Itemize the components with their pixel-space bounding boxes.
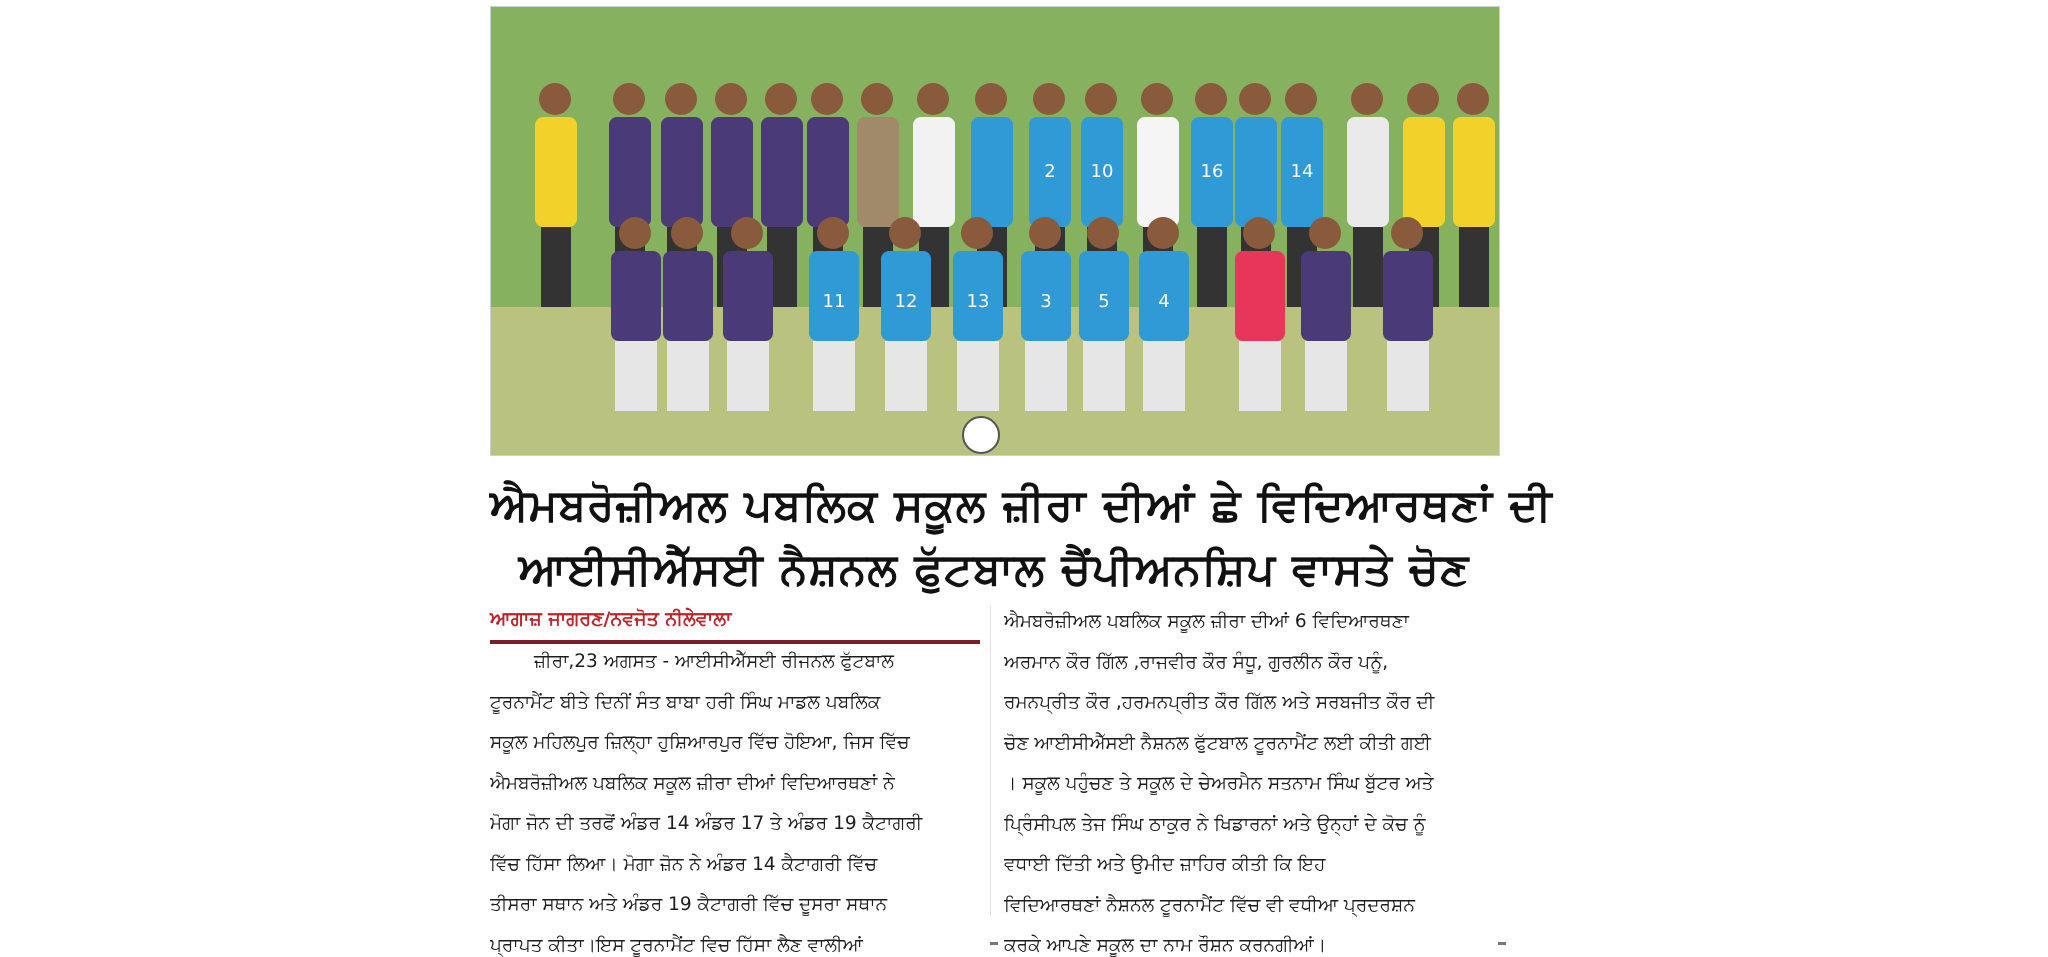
- player-shorts: [957, 341, 999, 411]
- article-line: ਪ੍ਰਾਪਤ ਕੀਤਾ।ਇਸ ਟੂਰਨਾਮੈਂਟ ਵਿਚ ਹਿੱਸਾ ਲੈਣ ਵਾਲੀਆਂ: [490, 934, 863, 956]
- player-shorts: [615, 341, 657, 411]
- player-head: [917, 83, 949, 115]
- player-head: [665, 83, 697, 115]
- article-line: । ਸਕੂਲ ਪਹੁੰਚਣ ਤੇ ਸਕੂਲ ਦੇ ਚੇਅਰਮੈਨ ਸਤਨਾਮ ਸਿੰਘ ਬੁੱਟਰ ਅਤੇ: [1004, 773, 1434, 794]
- player-head: [961, 217, 993, 249]
- player-head: [1239, 83, 1271, 115]
- byline: ਆਗਾਜ਼ ਜਾਗਰਣ/ਨਵਜੋਤ ਨੀਲੇਵਾਲਾ: [490, 608, 732, 630]
- football: [963, 417, 999, 453]
- player-head: [1033, 83, 1065, 115]
- player-head: [613, 83, 645, 115]
- player-standing: [1403, 117, 1445, 227]
- jersey-number: 12: [894, 291, 918, 312]
- article-line: ਜ਼ੀਰਾ,23 ਅਗਸਤ - ਆਈਸੀਐੱਸਈ ਰੀਜਨਲ ਫੁੱਟਬਾਲ: [534, 651, 894, 672]
- article-line: ਮੋਗਾ ਜੋਨ ਦੀ ਤਰਫੋਂ ਅੰਡਰ 14 ਅੰਡਰ 17 ਤੇ ਅੰਡਰ 19 ਕੈਟਾਗਰੀ: [490, 813, 923, 834]
- player-kneeling: [723, 251, 773, 341]
- player-shorts: [727, 341, 769, 411]
- jersey-number: 13: [966, 291, 990, 312]
- page-edge-mark: [990, 942, 998, 945]
- article-line: ਐਮਬਰੋਜ਼ੀਅਲ ਪਬਲਿਕ ਸਕੂਲ ਜ਼ੀਰਾ ਦੀਆਂ 6 ਵਿਦਿਆਰਥਣਾ: [1004, 611, 1409, 632]
- player-standing: [535, 117, 577, 227]
- player-head: [975, 83, 1007, 115]
- player-head: [539, 83, 571, 115]
- player-head: [1141, 83, 1173, 115]
- player-legs: [541, 227, 571, 307]
- player-shorts: [1143, 341, 1185, 411]
- player-legs: [1353, 227, 1383, 307]
- player-standing: [1453, 117, 1495, 227]
- article-line: ਟੂਰਨਾਮੈਂਟ ਬੀਤੇ ਦਿਨੀਂ ਸੰਤ ਬਾਬਾ ਹਰੀ ਸਿੰਘ ਮਾਡਲ ਪਬਲਿਕ: [490, 691, 881, 713]
- article-line: ਐਮਬਰੋਜ਼ੀਅਲ ਪਬਲਿਕ ਸਕੂਲ ਜ਼ੀਰਾ ਦੀਆਂ ਵਿਦਿਆਰਥਣਾਂ ਨੇ: [490, 772, 895, 794]
- team-photo: [490, 6, 1500, 456]
- player-head: [1391, 217, 1423, 249]
- player-shorts: [667, 341, 709, 411]
- player-head: [765, 83, 797, 115]
- headline-line-2: ਆਈਸੀਐੱਸਈ ਨੈਸ਼ਨਲ ਫੁੱਟਬਾਲ ਚੈਂਪੀਅਨਸ਼ਿਪ ਵਾਸਤੇ ਚੋਣ: [518, 544, 1470, 595]
- player-head: [619, 217, 651, 249]
- player-shorts: [1083, 341, 1125, 411]
- player-standing: [711, 117, 753, 227]
- player-head: [811, 83, 843, 115]
- player-head: [715, 83, 747, 115]
- player-kneeling: [1301, 251, 1351, 341]
- jersey-number: 4: [1158, 291, 1170, 312]
- player-head: [1029, 217, 1061, 249]
- article-column-left: [490, 642, 980, 957]
- player-standing: [1235, 117, 1277, 227]
- article-line: ਰਮਨਪ੍ਰੀਤ ਕੌਰ ,ਹਰਮਨਪ੍ਰੀਤ ਕੌਰ ਗਿੱਲ ਅਤੇ ਸਰਬਜੀਤ ਕੌਰ ਦੀ: [1004, 692, 1435, 713]
- player-kneeling: [663, 251, 713, 341]
- player-shorts: [885, 341, 927, 411]
- jersey-number: 2: [1044, 161, 1056, 182]
- article-line: ਤੀਸਰਾ ਸਥਾਨ ਅਤੇ ਅੰਡਰ 19 ਕੈਟਾਗਰੀ ਵਿੱਚ ਦੂਸਰਾ ਸਥਾਨ: [490, 894, 888, 915]
- player-standing: [807, 117, 849, 227]
- player-kneeling: [1235, 251, 1285, 341]
- player-head: [1457, 83, 1489, 115]
- player-head: [731, 217, 763, 249]
- player-head: [1085, 83, 1117, 115]
- article-line: ਸਕੂਲ ਮਹਿਲਪੁਰ ਜ਼ਿਲ੍ਹਾ ਹੁਸ਼ਿਆਰਪੁਰ ਵਿੱਚ ਹੋਇਆ, ਜਿਸ ਵਿੱਚ: [490, 732, 910, 753]
- jersey-number: 10: [1090, 161, 1114, 182]
- player-standing: [661, 117, 703, 227]
- article-line: ਚੋਣ ਆਈਸੀਐੱਸਈ ਨੈਸ਼ਨਲ ਫੁੱਟਬਾਲ ਟੂਰਨਾਮੈਂਟ ਲਈ ਕੀਤੀ ਗਈ: [1004, 732, 1431, 754]
- player-shorts: [1387, 341, 1429, 411]
- player-kneeling: [611, 251, 661, 341]
- player-head: [1147, 217, 1179, 249]
- jersey-number: 5: [1098, 291, 1110, 312]
- player-head: [1087, 217, 1119, 249]
- article-line: ਵਧਾਈ ਦਿੱਤੀ ਅਤੇ ਉਮੀਦ ਜ਼ਾਹਿਰ ਕੀਤੀ ਕਿ ਇਹ: [1004, 854, 1326, 875]
- player-shorts: [1025, 341, 1067, 411]
- player-head: [817, 217, 849, 249]
- player-standing: [609, 117, 651, 227]
- player-head: [1309, 217, 1341, 249]
- player-standing: [857, 117, 899, 227]
- player-legs: [1197, 227, 1227, 307]
- jersey-number: 11: [822, 291, 846, 312]
- article-line: ਵਿੱਚ ਹਿੱਸਾ ਲਿਆ। ਮੋਗਾ ਜ਼ੋਨ ਨੇ ਅੰਡਰ 14 ਕੈਟਾਗਰੀ ਵਿੱਚ: [490, 853, 878, 875]
- player-standing: [913, 117, 955, 227]
- page-edge-mark: [1498, 942, 1506, 945]
- article-line: ਕਰਕੇ ਆਪਣੇ ਸਕੂਲ ਦਾ ਨਾਮ ਰੌਸ਼ਨ ਕਰਨਗੀਆਂ।: [1004, 935, 1327, 956]
- column-divider: [990, 606, 991, 916]
- article-line: ਵਿਦਿਆਰਥਣਾਂ ਨੈਸ਼ਨਲ ਟੂਰਨਾਮੈਂਟ ਵਿੱਚ ਵੀ ਵਧੀਆ ਪ੍ਰਦਰਸ਼ਨ: [1004, 894, 1415, 916]
- jersey-number: 14: [1290, 161, 1314, 182]
- player-standing: [1347, 117, 1389, 227]
- article-line: ਪ੍ਰਿੰਸੀਪਲ ਤੇਜ ਸਿੰਘ ਠਾਕੁਰ ਨੇ ਖਿਡਾਰਨਾਂ ਅਤੇ ਉਨ੍ਹਾਂ ਦੇ ਕੋਚ ਨੂੰ: [1004, 813, 1426, 835]
- headline-line-1: ਐਮਬਰੋਜ਼ੀਅਲ ਪਬਲਿਕ ਸਕੂਲ ਜ਼ੀਰਾ ਦੀਆਂ ਛੇ ਵਿਦਿਆਰਥਣਾਂ ਦੀ: [490, 480, 1553, 531]
- player-head: [1243, 217, 1275, 249]
- player-shorts: [1305, 341, 1347, 411]
- player-standing: [971, 117, 1013, 227]
- article-line: ਅਰਮਾਨ ਕੌਰ ਗਿੱਲ ,ਰਾਜਵੀਰ ਕੌਰ ਸੰਧੂ, ਗੁਰਲੀਨ ਕੌਰ ਪਨੂੰ,: [1004, 651, 1389, 673]
- player-legs: [1459, 227, 1489, 307]
- player-kneeling: [1383, 251, 1433, 341]
- player-standing: [1137, 117, 1179, 227]
- jersey-number: 16: [1200, 161, 1224, 182]
- player-shorts: [1239, 341, 1281, 411]
- article-column-right: [1004, 602, 1498, 957]
- jersey-number: 3: [1040, 291, 1052, 312]
- player-head: [1351, 83, 1383, 115]
- player-head: [1285, 83, 1317, 115]
- player-shorts: [813, 341, 855, 411]
- player-standing: [761, 117, 803, 227]
- player-head: [671, 217, 703, 249]
- player-head: [1195, 83, 1227, 115]
- player-head: [889, 217, 921, 249]
- player-head: [861, 83, 893, 115]
- player-head: [1407, 83, 1439, 115]
- team-photo-illustration: [491, 7, 1499, 455]
